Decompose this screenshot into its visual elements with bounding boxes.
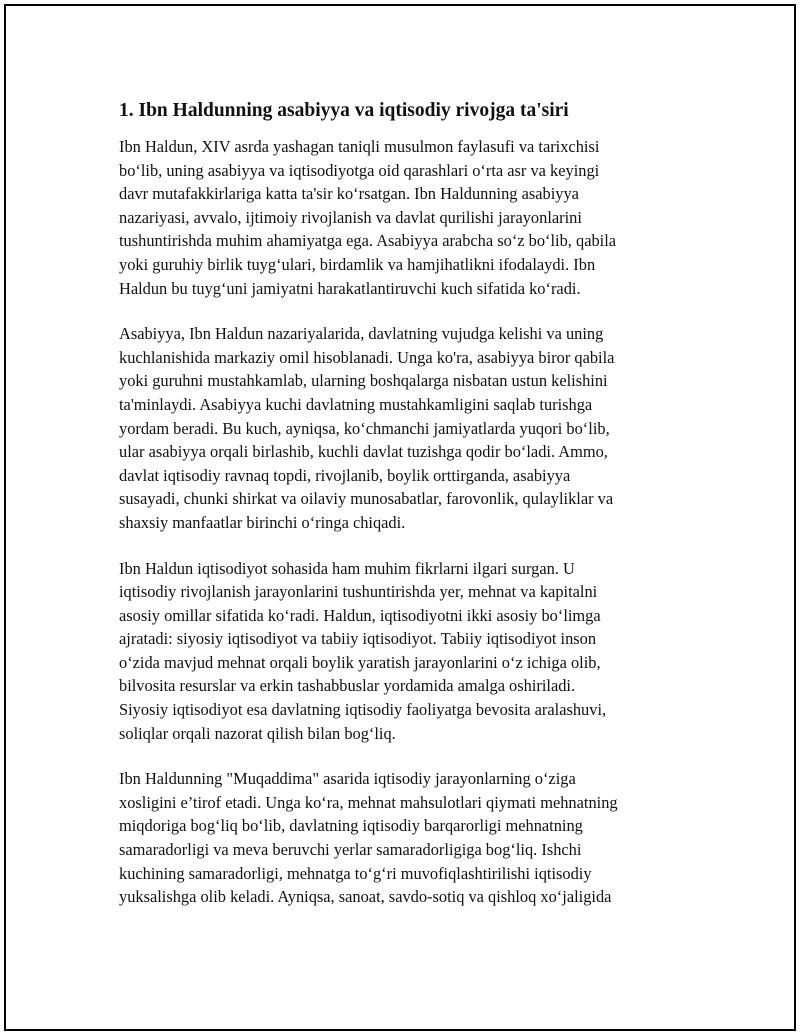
paragraph-1 [119,135,689,300]
text-line: yoki guruhiy birlik tuyg‘ulari, birdamlik va hamjihatlikni ifodalaydi. Ibn [119,254,596,274]
text-line: yordam beradi. Bu kuch, ayniqsa, ko‘chmanchi jamiyatlarda yuqori bo‘lib, [119,418,610,438]
text-line: samaradorligi va meva beruvchi yerlar samaradorligiga bog‘liq. Ishchi [119,840,582,860]
paragraph-4 [119,767,689,909]
text-line: xosligini e’tirof etadi. Unga ko‘ra, mehnat mahsulotlari qiymati mehnatning [119,792,618,812]
text-line: asosiy omillar sifatida ko‘radi. Haldun, iqtisodiyotni ikki asosiy bo‘limga [119,605,601,625]
text-line: kuchining samaradorligi, mehnatga to‘g‘ri muvofiqlashtirilishi iqtisodiy [119,863,592,883]
section-heading: 1. Ibn Haldunning asabiyya va iqtisodiy rivojga ta'siri [119,100,569,121]
text-line: Asabiyya, Ibn Haldun nazariyalarida, davlatning vujudga kelishi va uning [119,324,604,344]
document-body [119,98,689,931]
text-line: yuksalishga olib keladi. Ayniqsa, sanoat, savdo-sotiq va qishloq xo‘jaligida [119,887,612,907]
text-line: bilvosita resurslar va erkin tashabbuslar yordamida amalga oshiriladi. [119,676,576,696]
text-line: shaxsiy manfaatlar birinchi o‘ringa chiqadi. [119,512,406,532]
text-line: kuchlanishida markaziy omil hisoblanadi. Unga ko'ra, asabiyya biror qabila [119,347,615,367]
text-line: Ibn Haldun, XIV asrda yashagan taniqli musulmon faylasufi va tarixchisi [119,137,600,156]
text-line: susayadi, chunki shirkat va oilaviy munosabatlar, farovonlik, qulayliklar va [119,489,614,509]
text-line: Ibn Haldunning "Muqaddima" asarida iqtisodiy jarayonlarning o‘ziga [119,769,576,789]
text-line: Haldun bu tuyg‘uni jamiyatni harakatlantiruvchi kuch sifatida ko‘radi. [119,278,581,298]
text-line: soliqlar orqali nazorat qilish bilan bog‘liq. [119,723,396,743]
text-line: iqtisodiy rivojlanish jarayonlarini tushuntirishda yer, mehnat va kapitalni [119,582,598,602]
text-line: ular asabiyya orqali birlashib, kuchli davlat tuzishga qodir bo‘ladi. Ammo, [119,442,608,462]
text-line: bo‘lib, uning asabiyya va iqtisodiyotga oid qarashlari o‘rta asr va keyingi [119,160,600,180]
text-line: tushuntirishda muhim ahamiyatga ega. Asabiyya arabcha so‘z bo‘lib, qabila [119,231,617,251]
text-line: ta'minlaydi. Asabiyya kuchi davlatning mustahkamligini saqlab turishga [119,394,593,414]
text-line: Siyosiy iqtisodiyot esa davlatning iqtisodiy faoliyatga bevosita aralashuvi, [119,700,607,720]
page-frame [4,4,796,1031]
text-line: miqdoriga bog‘liq bo‘lib, davlatning iqtisodiy barqarorligi mehnatning [119,816,583,836]
text-line: ajratadi: siyosiy iqtisodiyot va tabiiy iqtisodiyot. Tabiiy iqtisodiyot inson [119,629,597,649]
text-line: yoki guruhni mustahkamlab, ularning boshqalarga nisbatan ustun kelishini [119,371,608,391]
text-line: nazariyasi, avvalo, ijtimoiy rivojlanish va davlat qurilishi jarayonlarini [119,207,582,227]
text-line: Ibn Haldun iqtisodiyot sohasida ham muhim fikrlarni ilgari surgan. U [119,558,575,578]
text-line: davlat iqtisodiy ravnaq topdi, rivojlanib, boylik orttirganda, asabiyya [119,465,571,485]
paragraph-3 [119,557,689,746]
paragraph-2 [119,322,689,534]
text-line: o‘zida mavjud mehnat orqali boylik yaratish jarayonlarini o‘z ichiga olib, [119,652,601,672]
text-line: davr mutafakkirlariga katta ta'sir ko‘rsatgan. Ibn Haldunning asabiyya [119,184,579,204]
